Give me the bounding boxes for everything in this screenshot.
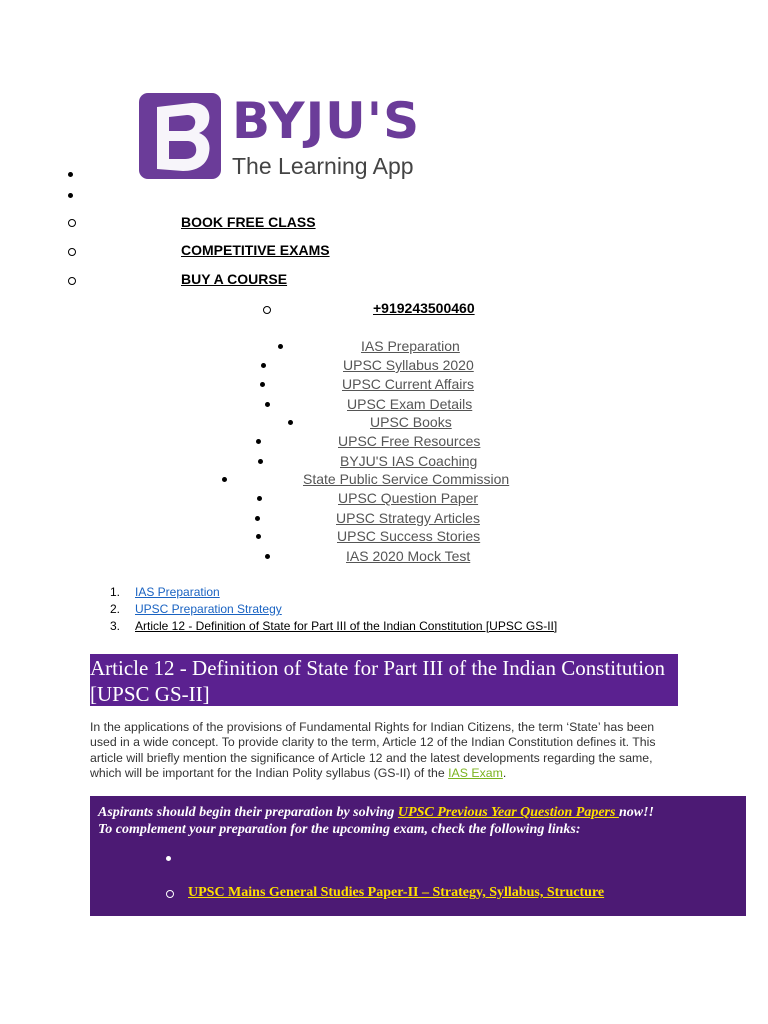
mains-gs2-link[interactable]: UPSC Mains General Studies Paper-II – Strategy, Syllabus, Structure [188,885,605,900]
bullet-icon [255,516,260,521]
circle-bullet-icon [68,219,76,227]
intro-end: . [502,765,507,780]
article-intro [90,720,682,781]
breadcrumb-num: 3. [110,619,121,633]
callout-line1-end: now!! [618,805,654,820]
bullet-icon [68,193,73,198]
bullet-icon [166,856,171,861]
breadcrumb-ias-preparation[interactable]: IAS Preparation [135,585,220,599]
sublink-upsc-books[interactable]: UPSC Books [370,414,452,430]
bullet-icon [256,534,261,539]
callout-line2: To complement your preparation for the upcoming exam, check the following links: [98,822,581,837]
brand-tagline: The Learning App [232,153,414,179]
previous-papers-link[interactable]: UPSC Previous Year Question Papers [397,805,619,820]
nav-buy-a-course[interactable]: BUY A COURSE [181,271,288,287]
bullet-icon [222,477,227,482]
sublink-ias-preparation[interactable]: IAS Preparation [361,338,460,354]
bullet-icon [257,496,262,501]
circle-bullet-icon [68,277,76,285]
sublink-upsc-free-resources[interactable]: UPSC Free Resources [338,433,481,449]
circle-bullet-icon [166,890,174,898]
ias-exam-link[interactable]: IAS Exam [448,765,503,780]
bullet-icon [260,382,265,387]
brand-wordmark: BYJU'S [232,92,421,150]
sublink-upsc-current-affairs[interactable]: UPSC Current Affairs [342,376,475,392]
bullet-icon [258,459,263,464]
bullet-icon [261,363,266,368]
sublink-upsc-exam-details[interactable]: UPSC Exam Details [347,396,473,412]
bullet-icon [288,420,293,425]
sublink-state-psc[interactable]: State Public Service Commission [303,471,510,487]
breadcrumb-current: Article 12 - Definition of State for Part III of the Indian Constitution [UPSC GS-II] [135,619,558,633]
bullet-icon [256,439,261,444]
intro-text: In the applications of the provisions of Fundamental Rights for Indian Citizens, the term ‘State’ has been used in a wide concept. To provide clarity to the term, Article 12 of the Indian Constitution defines it. This article will briefly mention the significance of Article 12 and the latest developments regarding the same, which will be important for the Indian Polity syllabus (GS-II) of the [90,720,656,780]
sublink-upsc-syllabus[interactable]: UPSC Syllabus 2020 [343,357,474,373]
bullet-icon [68,172,73,177]
sublink-upsc-success-stories[interactable]: UPSC Success Stories [337,528,481,544]
circle-bullet-icon [263,306,271,314]
sublink-byjus-ias-coaching[interactable]: BYJU'S IAS Coaching [340,453,478,469]
circle-bullet-icon [68,248,76,256]
callout-line1 [98,804,738,821]
callout-line1-text: Aspirants should begin their preparation by solving [98,805,398,820]
sublink-upsc-strategy-articles[interactable]: UPSC Strategy Articles [336,510,480,526]
sublink-upsc-question-paper[interactable]: UPSC Question Paper [338,490,479,506]
byjus-logo-icon[interactable] [139,93,221,179]
bullet-icon [278,344,283,349]
article-title: Article 12 - Definition of State for Part III of the Indian Constitution [UPSC GS-II] [90,656,666,706]
breadcrumb-upsc-strategy[interactable]: UPSC Preparation Strategy [135,602,282,616]
breadcrumb-num: 1. [110,585,121,599]
nav-book-free-class[interactable]: BOOK FREE CLASS [181,214,316,230]
phone-link[interactable]: +919243500460 [373,300,475,316]
breadcrumb-num: 2. [110,602,121,616]
sublink-ias-mock-test[interactable]: IAS 2020 Mock Test [346,548,471,564]
bullet-icon [265,554,270,559]
bullet-icon [265,402,270,407]
nav-competitive-exams[interactable]: COMPETITIVE EXAMS [181,242,330,258]
